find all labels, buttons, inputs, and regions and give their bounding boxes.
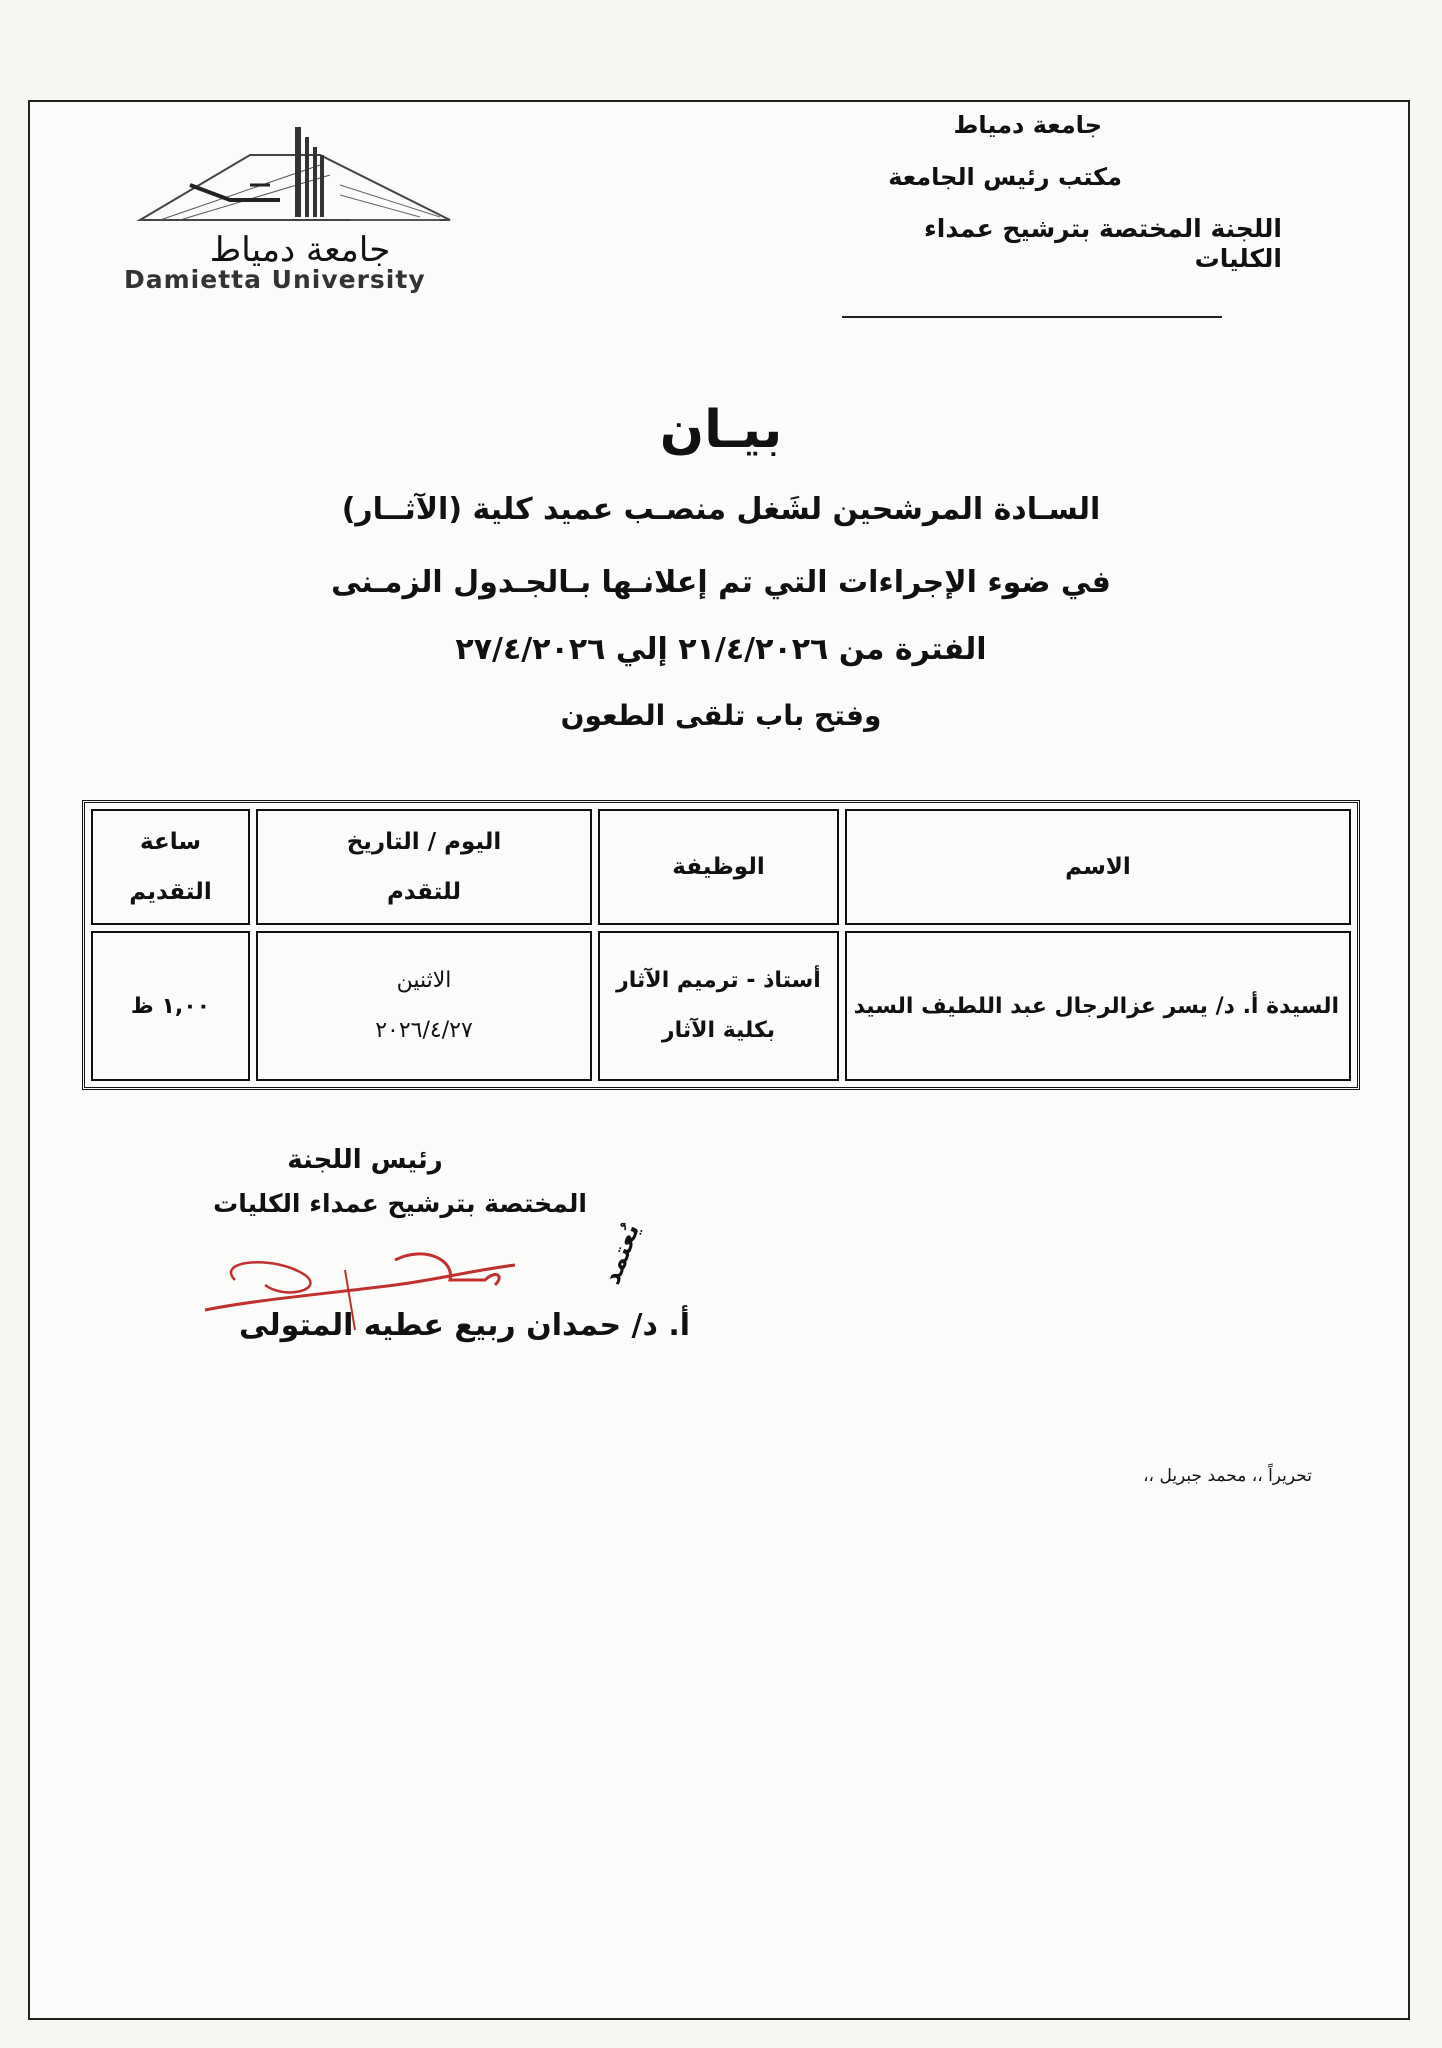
drafted-by-note: تحريراً ،، محمد جبريل ،، [1143, 1466, 1312, 1486]
university-logo [120, 125, 475, 295]
candidate-date [256, 931, 592, 1081]
header-time-line2: التقديم [129, 879, 212, 905]
statement-context: في ضوء الإجراءات التي تم إعلانـها بـالجـدول الزمـنى [331, 565, 1111, 600]
candidate-name: السيدة أ. د/ يسر عزالرجال عبد اللطيف السيد [845, 931, 1351, 1081]
signatory-committee: المختصة بترشيح عمداء الكليات [213, 1189, 587, 1218]
candidate-time: ١,٠٠ ظ [91, 931, 250, 1081]
candidate-day: الاثنين [396, 968, 452, 993]
candidates-table [82, 800, 1360, 1090]
signatory-title: رئيس اللجنة [287, 1145, 443, 1175]
signatory-name: أ. د/ حمدان ربيع عطيه المتولى [239, 1308, 690, 1343]
statement-titles [0, 400, 1442, 732]
table-header-row [91, 809, 1351, 925]
header-date-line2: للتقدم [386, 879, 462, 905]
letterhead [842, 110, 1282, 274]
header-job: الوظيفة [598, 809, 839, 925]
header-date-line1: اليوم / التاريخ [346, 829, 502, 855]
approval-mark: يُعتمد [597, 1219, 645, 1289]
header-time-line1: ساعة [140, 829, 201, 855]
header-name: الاسم [845, 809, 1351, 925]
statement-appeals: وفتح باب تلقى الطعون [560, 699, 882, 732]
handwritten-signature [195, 1240, 525, 1340]
candidate-job [598, 931, 839, 1081]
logo-arabic-text: جامعة دمياط [209, 230, 391, 270]
university-name: جامعة دمياط [953, 111, 1102, 139]
header-time [91, 809, 250, 925]
candidate-job-line1: أستاذ - ترميم الآثار [616, 968, 821, 993]
header-divider [842, 316, 1222, 318]
header-date [256, 809, 592, 925]
statement-title: بيـان [659, 400, 783, 460]
statement-period: الفترة من ٢١/٤/٢٠٢٦ إلي ٢٧/٤/٢٠٢٦ [455, 632, 987, 667]
logo-emblem-icon [120, 125, 475, 235]
committee-name: اللجنة المختصة بترشيح عمداء الكليات [924, 214, 1282, 273]
candidate-date-value: ٢٠٢٦/٤/٢٧ [375, 1018, 473, 1043]
logo-latin-text: Damietta University [124, 265, 426, 294]
office-name: مكتب رئيس الجامعة [888, 163, 1122, 191]
statement-subtitle: السـادة المرشحين لشَغل منصـب عميد كلية (الآثــار) [341, 492, 1101, 527]
table-row [91, 931, 1351, 1081]
candidate-job-line2: بكلية الآثار [661, 1018, 776, 1043]
